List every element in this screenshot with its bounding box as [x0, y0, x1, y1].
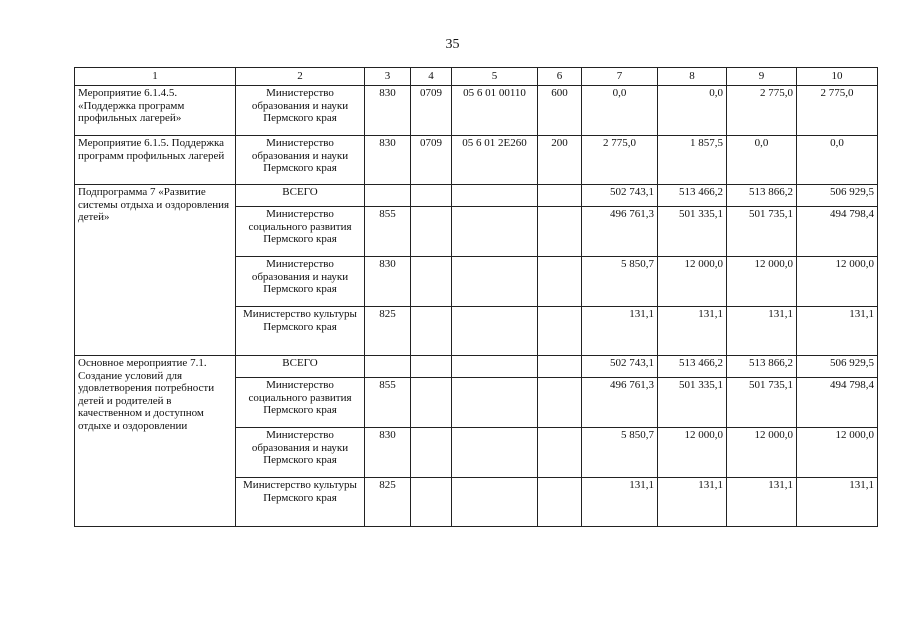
value-cell: 501 335,1	[658, 378, 727, 428]
value-cell: 506 929,5	[797, 185, 878, 207]
executor: Министерство образования и науки Пермского края	[236, 136, 365, 185]
executor: Министерство образования и науки Пермского края	[236, 257, 365, 307]
value-cell: 131,1	[658, 307, 727, 356]
empty-cell	[411, 356, 452, 378]
empty-cell	[452, 185, 538, 207]
subprogram-title: Подпрограмма 7 «Развитие системы отдыха и оздоровления детей»	[75, 185, 236, 356]
empty-cell	[538, 207, 582, 257]
executor: Министерство образования и науки Пермского края	[236, 428, 365, 478]
value-cell: 513 866,2	[727, 356, 797, 378]
value-cell: 0,0	[727, 136, 797, 185]
page-number: 35	[445, 37, 460, 52]
value-cell: 12 000,0	[727, 257, 797, 307]
executor: ВСЕГО	[236, 356, 365, 378]
section-code: 0709	[411, 136, 452, 185]
empty-cell	[452, 207, 538, 257]
value-cell: 506 929,5	[797, 356, 878, 378]
value-cell: 2 775,0	[797, 86, 878, 136]
value-cell: 501 335,1	[658, 207, 727, 257]
empty-cell	[538, 356, 582, 378]
executor: Министерство социального развития Пермского края	[236, 207, 365, 257]
empty-cell	[452, 356, 538, 378]
header-cell: 2	[236, 68, 365, 86]
value-cell: 12 000,0	[797, 428, 878, 478]
budget-table	[74, 67, 878, 527]
value-cell: 502 743,1	[582, 356, 658, 378]
target-code: 05 6 01 2Е260	[452, 136, 538, 185]
value-cell: 5 850,7	[582, 428, 658, 478]
expense-code: 600	[538, 86, 582, 136]
main-activity-title: Основное мероприятие 7.1. Создание условий для удовлетворения потребности детей и родителей в качественном и доступном отдыхе и оздоровлении	[75, 356, 236, 527]
executor: Министерство культуры Пермского края	[236, 307, 365, 356]
header-cell: 5	[452, 68, 538, 86]
value-cell: 0,0	[797, 136, 878, 185]
header-cell: 10	[797, 68, 878, 86]
value-cell: 0,0	[658, 86, 727, 136]
value-cell: 496 761,3	[582, 207, 658, 257]
header-row	[75, 68, 878, 86]
empty-cell	[538, 378, 582, 428]
grbs-code: 855	[365, 207, 411, 257]
executor: ВСЕГО	[236, 185, 365, 207]
value-cell: 12 000,0	[658, 428, 727, 478]
value-cell: 2 775,0	[727, 86, 797, 136]
executor: Министерство культуры Пермского края	[236, 478, 365, 527]
empty-cell	[538, 185, 582, 207]
activity-name: Мероприятие 6.1.4.5. «Поддержка программ профильных лагерей»	[75, 86, 236, 136]
table-row	[75, 86, 878, 136]
grbs-code: 830	[365, 136, 411, 185]
value-cell: 501 735,1	[727, 378, 797, 428]
value-cell: 131,1	[582, 478, 658, 527]
value-cell: 131,1	[582, 307, 658, 356]
empty-cell	[452, 478, 538, 527]
value-cell: 501 735,1	[727, 207, 797, 257]
empty-cell	[411, 478, 452, 527]
value-cell: 513 466,2	[658, 356, 727, 378]
value-cell: 1 857,5	[658, 136, 727, 185]
table-row	[75, 356, 878, 378]
empty-cell	[411, 257, 452, 307]
table-row	[75, 185, 878, 207]
grbs-code	[365, 356, 411, 378]
empty-cell	[538, 257, 582, 307]
executor: Министерство социального развития Пермского края	[236, 378, 365, 428]
header-cell: 6	[538, 68, 582, 86]
value-cell: 12 000,0	[658, 257, 727, 307]
header-cell: 8	[658, 68, 727, 86]
grbs-code: 825	[365, 307, 411, 356]
grbs-code: 830	[365, 428, 411, 478]
header-cell: 4	[411, 68, 452, 86]
value-cell: 131,1	[727, 307, 797, 356]
grbs-code: 830	[365, 86, 411, 136]
empty-cell	[411, 428, 452, 478]
header-cell: 1	[75, 68, 236, 86]
empty-cell	[411, 207, 452, 257]
value-cell: 513 466,2	[658, 185, 727, 207]
value-cell: 513 866,2	[727, 185, 797, 207]
empty-cell	[452, 378, 538, 428]
executor: Министерство образования и науки Пермского края	[236, 86, 365, 136]
target-code: 05 6 01 00110	[452, 86, 538, 136]
activity-name: Мероприятие 6.1.5. Поддержка программ профильных лагерей	[75, 136, 236, 185]
value-cell: 12 000,0	[727, 428, 797, 478]
value-cell: 131,1	[797, 478, 878, 527]
expense-code: 200	[538, 136, 582, 185]
empty-cell	[538, 478, 582, 527]
header-cell: 7	[582, 68, 658, 86]
empty-cell	[538, 307, 582, 356]
empty-cell	[411, 378, 452, 428]
grbs-code	[365, 185, 411, 207]
value-cell: 2 775,0	[582, 136, 658, 185]
value-cell: 494 798,4	[797, 378, 878, 428]
value-cell: 502 743,1	[582, 185, 658, 207]
value-cell: 5 850,7	[582, 257, 658, 307]
value-cell: 496 761,3	[582, 378, 658, 428]
section-code: 0709	[411, 86, 452, 136]
empty-cell	[452, 307, 538, 356]
value-cell: 131,1	[658, 478, 727, 527]
grbs-code: 855	[365, 378, 411, 428]
empty-cell	[452, 428, 538, 478]
value-cell: 131,1	[797, 307, 878, 356]
header-cell: 3	[365, 68, 411, 86]
table-row	[75, 136, 878, 185]
empty-cell	[411, 185, 452, 207]
grbs-code: 825	[365, 478, 411, 527]
header-cell: 9	[727, 68, 797, 86]
empty-cell	[538, 428, 582, 478]
empty-cell	[452, 257, 538, 307]
grbs-code: 830	[365, 257, 411, 307]
value-cell: 12 000,0	[797, 257, 878, 307]
empty-cell	[411, 307, 452, 356]
value-cell: 131,1	[727, 478, 797, 527]
value-cell: 0,0	[582, 86, 658, 136]
value-cell: 494 798,4	[797, 207, 878, 257]
